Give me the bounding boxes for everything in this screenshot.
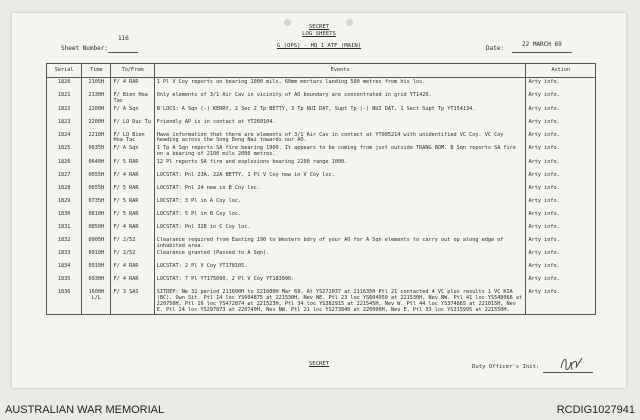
time-cell: 2105H	[82, 78, 111, 92]
time-cell: 2200H	[82, 105, 111, 118]
action-cell: Arty info.	[526, 91, 596, 105]
action-cell: Arty info.	[526, 249, 596, 262]
time-cell: 0640H	[82, 158, 111, 171]
time-cell: 0905H	[82, 236, 111, 250]
table-row	[47, 144, 596, 158]
table-row	[47, 288, 596, 314]
events-cell: Friendly AP is in contact at YT260104.	[154, 118, 526, 131]
table-row	[47, 118, 596, 131]
date-value: 22 MARCH 69	[522, 41, 562, 48]
sheet-number-line	[108, 52, 138, 53]
log-table	[46, 63, 596, 315]
action-cell: Arty info.	[526, 236, 596, 250]
events-cell: LOCSTAT: Pnl 24 new in B Coy loc.	[154, 184, 526, 197]
events-cell: Have information that there are elements of 3/1 Air Cav in contact at YT005214 with unidentified VC Coy. VC Coy heading across the Song Dong Nai towards our AO.	[154, 131, 526, 145]
time-cell: 2130H	[82, 91, 111, 105]
action-cell: Arty info.	[526, 223, 596, 236]
table-row	[47, 78, 596, 92]
column-header-events: Events	[154, 64, 526, 78]
events-cell: 1 Pl V Coy reports on bearing 1000 mils, 60mm mortars landing 500 metres from his loc.	[154, 78, 526, 92]
table-row	[47, 223, 596, 236]
table-row	[47, 158, 596, 171]
time-cell: 0655H	[82, 184, 111, 197]
table-row	[47, 236, 596, 250]
serial-cell: 1829	[47, 197, 82, 210]
to-from-cell: F/ LO Duc Tu	[111, 118, 154, 131]
time-cell: 0930H	[82, 275, 111, 288]
table-row	[47, 171, 596, 184]
archive-caption: AUSTRALIAN WAR MEMORIAL	[5, 404, 165, 416]
serial-cell: 1821	[47, 91, 82, 105]
serial-cell: 1833	[47, 249, 82, 262]
serial-cell: 1822	[47, 105, 82, 118]
serial-cell: 1820	[47, 78, 82, 92]
to-from-cell: F/ 3 SAS	[111, 288, 154, 314]
to-from-cell: F/ 4 RAR	[111, 275, 154, 288]
events-cell: LOCSTAT: 7 Pl YT175090, 2 Pl V Coy YT183090.	[154, 275, 526, 288]
to-from-cell: F/ A Sqn	[111, 105, 154, 118]
log-sheet	[12, 13, 626, 388]
serial-cell: 1826	[47, 158, 82, 171]
table-row	[47, 262, 596, 275]
action-cell: Arty info.	[526, 210, 596, 223]
table-row	[47, 275, 596, 288]
action-cell: Arty info.	[526, 197, 596, 210]
events-cell: 1 Tp A Sqn reports SA fire bearing 1900. It appears to be coming from just outside TRANG BOM. B Sqn reports SA fire on a bearing of 2100 mils 2000 metres.	[154, 144, 526, 158]
to-from-cell: F/ Bien Hoa Tac	[111, 91, 154, 105]
serial-cell: 1830	[47, 210, 82, 223]
serial-cell: 1835	[47, 275, 82, 288]
to-from-cell: F/ 4 RAR	[111, 171, 154, 184]
column-header-time: Time	[82, 64, 111, 78]
column-header-action: Action	[526, 64, 596, 78]
time-cell: 0910H	[82, 262, 111, 275]
to-from-cell: F/ LO Bien Hoa Tac	[111, 131, 154, 145]
action-cell: Arty info.	[526, 158, 596, 171]
time-cell: 0655H	[82, 171, 111, 184]
events-cell: LOCSTAT: 2 Pl V Coy YT178105.	[154, 262, 526, 275]
events-cell: Clearance required from Easting 190 to Western bdry of your AO for A Sqn elements to carry out op along edge of inhabited area.	[154, 236, 526, 250]
action-cell: Arty info.	[526, 118, 596, 131]
classification-header: SECRET	[308, 24, 330, 30]
sheet-number-label: Sheet Number:	[61, 45, 108, 52]
to-from-cell: F/ A Sqn	[111, 144, 154, 158]
table-row	[47, 249, 596, 262]
events-cell: 12 Pl reports SA fire and explosions bearing 2200 range 1000.	[154, 158, 526, 171]
to-from-cell: F/ 5 RAR	[111, 158, 154, 171]
archive-reference: RCDIG1027941	[556, 404, 635, 416]
action-cell: Arty info.	[526, 288, 596, 314]
table-row	[47, 105, 596, 118]
action-cell: Arty info.	[526, 262, 596, 275]
table-row	[47, 210, 596, 223]
serial-cell: 1828	[47, 184, 82, 197]
serial-cell: 1836	[47, 288, 82, 314]
time-cell: 0735H	[82, 197, 111, 210]
serial-cell: 1827	[47, 171, 82, 184]
events-cell: Only elements of 3/1 Air Cav in vicinity of AO boundary are concentrated in grid YT1420.	[154, 91, 526, 105]
sheet-number-value: 116	[118, 35, 129, 42]
duty-officer-signature	[558, 354, 584, 374]
log-sheets-subtitle: LOG SHEETS	[302, 31, 336, 37]
time-cell: 0635H	[82, 144, 111, 158]
table-row	[47, 184, 596, 197]
to-from-cell: F/ 2/52	[111, 236, 154, 250]
table-row	[47, 91, 596, 105]
action-cell: Arty info.	[526, 131, 596, 145]
events-cell: LOCSTAT: Pnl 32B in C Coy loc.	[154, 223, 526, 236]
time-cell: 0910H	[82, 249, 111, 262]
log-table-header	[47, 64, 596, 78]
events-cell: LOCSTAT: 3 Pl in A Coy loc.	[154, 197, 526, 210]
serial-cell: 1834	[47, 262, 82, 275]
to-from-cell: F/ 5 RAR	[111, 210, 154, 223]
to-from-cell: F/ 5 RAR	[111, 184, 154, 197]
log-table-body	[47, 78, 596, 315]
action-cell: Arty info.	[526, 275, 596, 288]
action-cell: Arty info.	[526, 184, 596, 197]
time-cell: 0850H	[82, 223, 111, 236]
unit-title: G (OPS) - HQ 1 ATF (MAIN)	[276, 43, 362, 49]
table-row	[47, 131, 596, 145]
time-cell: 2210H	[82, 131, 111, 145]
time-cell: 1600H L/L	[82, 288, 111, 314]
events-cell: Clearance granted (Passed to A Sqn).	[154, 249, 526, 262]
action-cell: Arty info.	[526, 78, 596, 92]
action-cell: Arty info.	[526, 171, 596, 184]
serial-cell: 1832	[47, 236, 82, 250]
to-from-cell: F/ 4 RAR	[111, 78, 154, 92]
table-row	[47, 197, 596, 210]
to-from-cell: F/ 4 RAR	[111, 223, 154, 236]
action-cell: Arty info.	[526, 144, 596, 158]
time-cell: 0810H	[82, 210, 111, 223]
to-from-cell: F/ 4 RAR	[111, 262, 154, 275]
serial-cell: 1824	[47, 131, 82, 145]
duty-officer-label: Duty Officer's Init:	[472, 364, 540, 370]
events-cell: LOCSTAT: Pnl 23A, 22A BETTY, 1 Pl V Coy new in V Coy loc.	[154, 171, 526, 184]
action-cell: Arty info.	[526, 105, 596, 118]
column-header-serial: Serial	[47, 64, 82, 78]
classification-footer: SECRET	[308, 361, 330, 367]
serial-cell: 1825	[47, 144, 82, 158]
column-header-to-from: To/From	[111, 64, 154, 78]
time-cell: 2200H	[82, 118, 111, 131]
events-cell: SITREP: Ne 32 period 211600H to 221600H Mar 69. At YS272037 at 211635H Ptl 21 contacted 4 VC plus results 1 VC KIA (BC). Own Sit. Ptl 14 loc YS604875 at 221530H, Nev NE. Ptl 23 loc YS604950 at 221530H, Nev NW. Ptl 41 loc YS548066 at 220750H, Ptl 16 loc YS472874 at 221523H, Ptl 34 loc YS382915 at 221545H, Nev W. Ptl 44 loc YS374865 at 221015H, Nev E. Ptl 24 loc YS297873 at 220740H, Nev NW. Ptl 21 loc YS273840 at 220000H, Nev E. Ptl 33 loc YS315995 at 221550H.	[154, 288, 526, 314]
date-line	[512, 52, 572, 53]
events-cell: LOCSTAT: 5 Pl in B Coy loc.	[154, 210, 526, 223]
serial-cell: 1823	[47, 118, 82, 131]
to-from-cell: F/ 2/52	[111, 249, 154, 262]
to-from-cell: F/ 5 RAR	[111, 197, 154, 210]
events-cell: N'LOCS: A Sqn (-) KERRY, 2 Sec 2 Tp BETTY, 3 Tp NUI DAT, Supt Tp (-) NUI DAT, 1 Sect Supt Tp YT154134.	[154, 105, 526, 118]
serial-cell: 1831	[47, 223, 82, 236]
signature-line	[543, 372, 593, 373]
date-label: Date:	[486, 45, 505, 52]
